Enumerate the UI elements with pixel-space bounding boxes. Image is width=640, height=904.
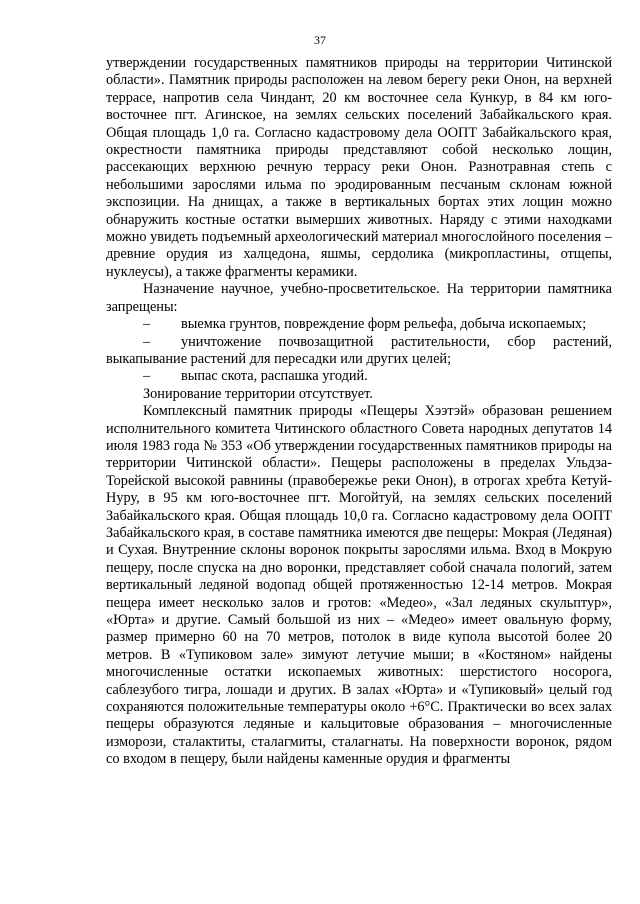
paragraph-monument-description: утверждении государственных памятников природы на территории Читинской области». Памятник природы расположен на левом берегу реки Онон, на верхней террасе, напротив села Чиндант, 20 км восточнее села Кункур, в 84 км юго-восточнее пгт. Агинское, на землях сельских поселений Забайкальского края. Общая площадь 1,0 га. Согласно кадастровому дела ООПТ Забайкальского края, окрестности памятника природы представляют собой несколько лощин, рассекающих верхнюю речную террасу реки Онон. Разнотравная степь с небольшими зарослями ильма по эродированным песчаным склонам южной экспозиции. На днищах, а также в вертикальных бортах этих лощин можно обнаружить костные остатки вымерших животных. Наряду с этими находками можно увидеть подъемный археологический материал многослойного поселения – древние орудия из халцедона, яшмы, сердолика (микропластины, отщепы, нуклеусы), а также фрагменты керамики. [106, 55, 612, 280]
document-body [106, 55, 612, 769]
prohibition-list-item [106, 334, 612, 369]
prohibition-text: выемка грунтов, повреждение форм рельефа, добыча ископаемых; [181, 316, 587, 333]
paragraph-purpose: Назначение научное, учебно-просветительское. На территории памятника запрещены: [106, 281, 612, 315]
paragraph-zoning: Зонирование территории отсутствует. [143, 385, 373, 402]
prohibition-list-item [106, 368, 612, 385]
prohibition-text: выпас скота, распашка угодий. [181, 368, 368, 385]
dash-marker: – [143, 316, 151, 333]
paragraph-caves-monument: Комплексный памятник природы «Пещеры Хээтэй» образован решением исполнительного комитета Читинского областного Совета народных депутатов 14 июля 1983 года № 353 «Об утверждении государственных памятников природы на территории Читинской области». Пещеры расположены в пределах Ульдза-Торейской высокой равнины (правобережье реки Онон), в отрогах хребта Кетуй-Нуру, в 95 км юго-восточнее пгт. Могойтуй, на землях сельских поселений Забайкальского края. Общая площадь 10,0 га. Согласно кадастровому дела ООПТ Забайкальского края, в составе памятника имеются две пещеры: Мокрая (Ледяная) и Сухая. Внутренние склоны воронок покрыты зарослями ильма. Вход в Мокрую пещеру, после спуска на дно воронки, представляет собой сначала пологий, затем вертикальный ледяной водопад общей протяженностью 12-14 метров. Мокрая пещера имеет несколько залов и гротов: «Медео», «Зал ледяных скульптур», «Юрта» и другие. Самый большой из них – «Медео» имеет овальную форму, размер примерно 60 на 70 метров, потолок в виде купола высотой более 20 метров. В «Тупиковом зале» зимуют летучие мыши; в «Костяном» найдены многочисленные остатки ископаемых животных: шерстистого носорога, саблезубого тигра, лошади и других. В залах «Юрта» и «Тупиковый» целый год сохраняются положительные температуры около +6°С. Практически во всех залах пещеры образуются ледяные и кальцитовые образования – многочисленные изморози, сталактиты, сталагмиты, сталагнаты. На поверхности воронок, рядом со входом в пещеру, были найдены каменные орудия и фрагменты [106, 403, 612, 768]
prohibition-text: уничтожение почвозащитной растительности, сбор растений, выкапывание растений для пересадки или других целей; [106, 333, 612, 367]
prohibition-list-item [106, 316, 612, 333]
page-number: 37 [314, 33, 326, 47]
dash-marker: – [143, 333, 151, 350]
dash-marker: – [143, 368, 151, 385]
